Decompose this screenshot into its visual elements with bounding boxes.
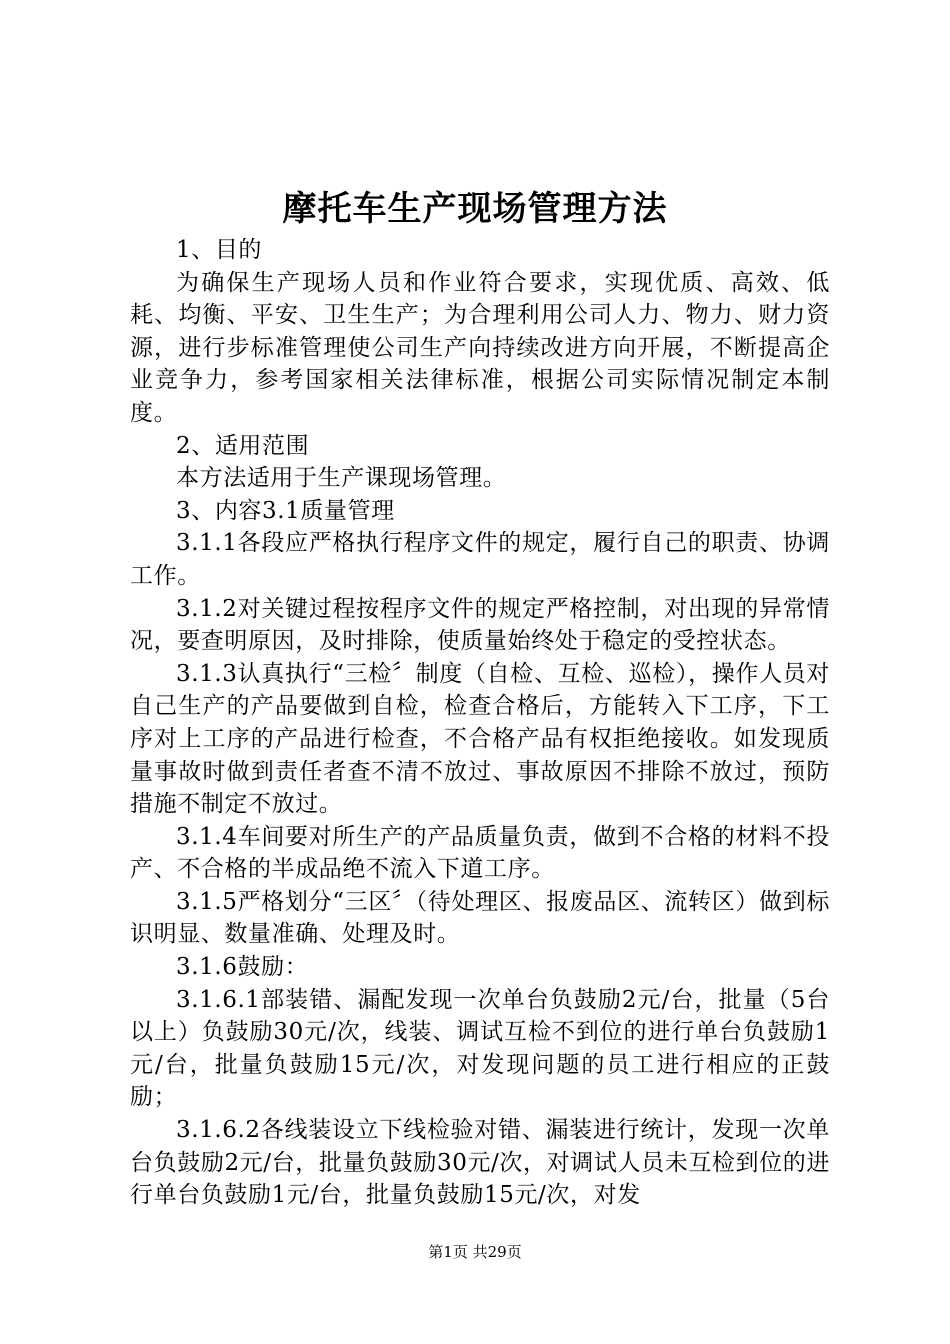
page-number-footer: 第1页 共29页 <box>428 1243 522 1261</box>
paragraph-3-1-5: 3.1.5严格划分“三区〞（待处理区、报废品区、流转区）做到标识明显、数量准确、处理及时。 <box>130 888 830 948</box>
paragraph-3-1-6: 3.1.6鼓励： <box>176 954 309 981</box>
paragraph-purpose: 为确保生产现场人员和作业符合要求，实现优质、高效、低耗、均衡、平安、卫生生产；为合理利用公司人力、物力、财力资源，进行步标准管理使公司生产向持续改进方向开展，不断提高企业竞争力，参考国家相关法律标准，根据公司实际情况制定本制度。 <box>130 269 830 426</box>
document-title: 摩托车生产现场管理方法 <box>282 189 668 229</box>
section-heading-scope: 2、适用范围 <box>176 432 310 459</box>
section-heading-content: 3、内容3.1质量管理 <box>176 497 395 524</box>
paragraph-3-1-6-2: 3.1.6.2各线装设立下线检验对错、漏装进行统计，发现一次单台负鼓励2元/台，批量负鼓励30元/次，对调试人员未互检到位的进行单台负鼓励1元/台，批量负鼓励15元/次，对发 <box>130 1117 830 1209</box>
paragraph-3-1-4: 3.1.4车间要对所生产的产品质量负责，做到不合格的材料不投产、不合格的半成品绝不流入下道工序。 <box>130 823 830 883</box>
section-heading-purpose: 1、目的 <box>176 237 263 263</box>
paragraph-3-1-6-1: 3.1.6.1部装错、漏配发现一次单台负鼓励2元/台，批量（5台以上）负鼓励30元/次，线装、调试互检不到位的进行单台负鼓励1元/台，批量负鼓励15元/次，对发现问题的员工进行相应的正鼓励； <box>130 986 830 1111</box>
paragraph-3-1-3: 3.1.3认真执行“三检〞制度（自检、互检、巡检），操作人员对自己生产的产品要做到自检，检查合格后，方能转入下工序，下工序对上工序的产品进行检查，不合格产品有权拒绝接收。如发现质量事故时做到责任者查不清不放过、事故原因不排除不放过，预防措施不制定不放过。 <box>130 660 830 818</box>
document-body <box>130 234 830 1212</box>
paragraph-3-1-1: 3.1.1各段应严格执行程序文件的规定，履行自己的职责、协调工作。 <box>130 530 830 589</box>
paragraph-scope: 本方法适用于生产课现场管理。 <box>176 465 507 492</box>
paragraph-3-1-2: 3.1.2对关键过程按程序文件的规定严格控制，对出现的异常情况，要查明原因，及时排除，使质量始终处于稳定的受控状态。 <box>130 595 830 655</box>
